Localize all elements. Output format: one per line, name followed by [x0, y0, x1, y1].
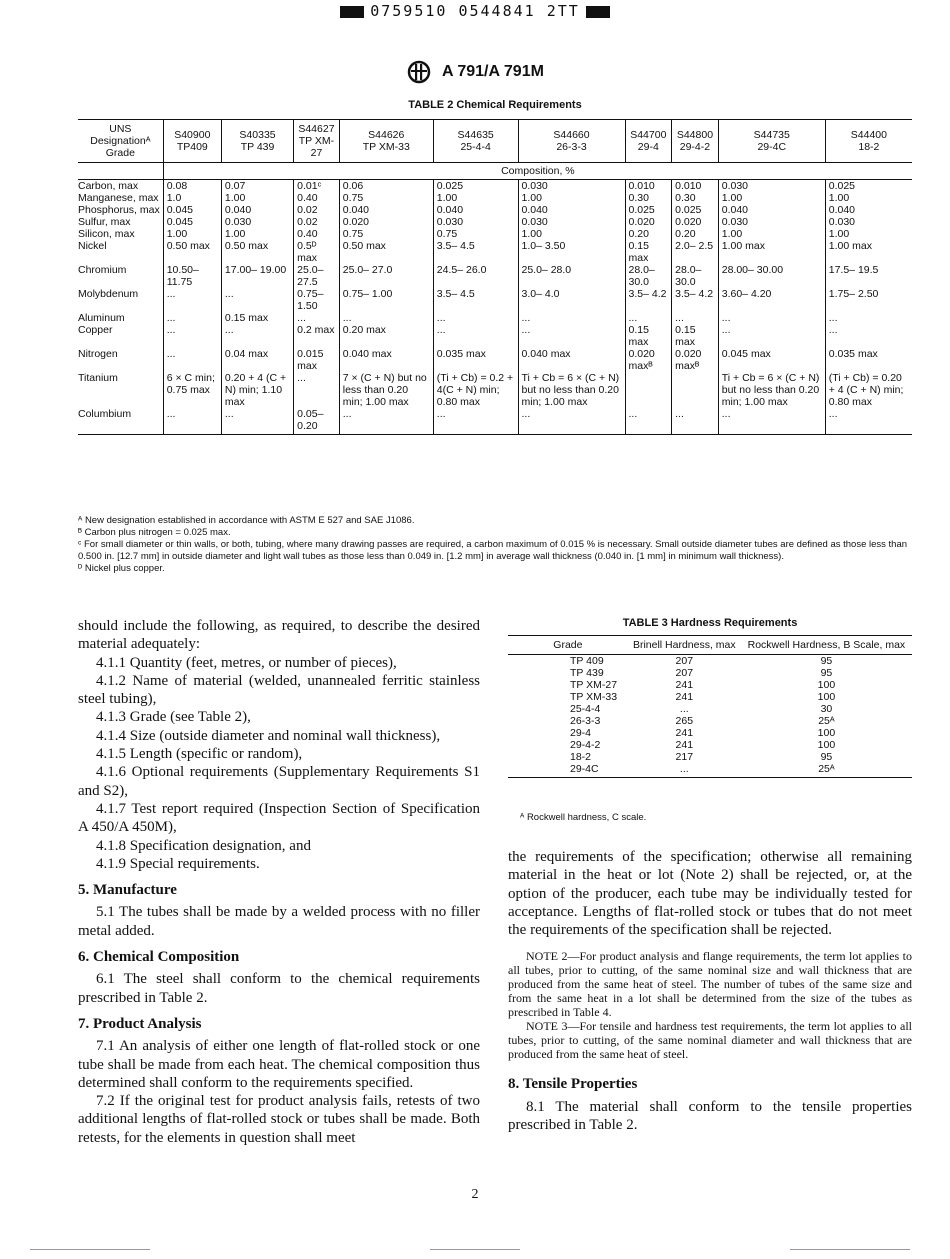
table-row — [78, 312, 912, 324]
value-cell: 0.02 — [294, 204, 340, 216]
value-cell: 25.0– 27.0 — [339, 264, 433, 288]
table-row — [508, 703, 912, 715]
hardness-cell: 29-4C — [508, 763, 628, 778]
value-cell: 0.025 — [825, 180, 912, 193]
hardness-cell: 95 — [820, 667, 833, 679]
hardness-cell: ... — [679, 703, 689, 715]
value-cell: 0.040 — [518, 204, 625, 216]
hardness-header-cell: Rockwell Hardness, B Scale, max — [741, 636, 912, 655]
value-cell: 3.0– 4.0 — [518, 288, 625, 312]
value-cell: 0.15 max — [625, 324, 672, 348]
table-row — [508, 655, 912, 668]
left-column — [78, 617, 480, 1147]
grade-name: 26-3-3 — [556, 141, 587, 153]
value-cell: 0.20 max — [339, 324, 433, 348]
value-cell: 0.020 — [339, 216, 433, 228]
value-cell: 1.00 — [518, 228, 625, 240]
grade-uns: S44700 — [630, 129, 667, 141]
value-cell: 25.0– 27.5 — [294, 264, 340, 288]
hardness-cell: 25ᴬ — [818, 715, 835, 727]
value-cell: 0.030 — [518, 216, 625, 228]
value-cell: ... — [672, 408, 719, 435]
value-cell: ... — [825, 312, 912, 324]
composition-label: Composition, % — [163, 163, 912, 180]
value-cell: ... — [518, 324, 625, 348]
hardness-cell: 100 — [817, 691, 836, 703]
table-row — [508, 679, 912, 691]
value-cell: ... — [625, 312, 672, 324]
paragraph-7-2: 7.2 If the original test for product analysis fails, retests of two additional lengths of flat-rolled stock or tubes shall be made. Both retests, for the elements in question shall meet — [78, 1093, 480, 1146]
table-row — [78, 192, 912, 204]
value-cell: 3.5– 4.5 — [433, 288, 518, 312]
hardness-header-cell: Grade — [508, 636, 628, 655]
grade-uns: S44627 — [298, 123, 335, 135]
right-column — [508, 848, 912, 1134]
grade-uns: S44635 — [457, 129, 494, 141]
element-label: Nickel — [78, 240, 107, 252]
grade-uns: S40900 — [174, 129, 211, 141]
value-cell: 28.0– 30.0 — [625, 264, 672, 288]
value-cell: 1.00 — [518, 192, 625, 204]
value-cell: 0.040 max — [518, 348, 625, 372]
barcode-line — [0, 2, 950, 20]
hardness-cell: 95 — [820, 751, 833, 763]
paragraph-intro: should include the following, as required, to describe the desired material adequately: — [78, 618, 480, 653]
value-cell: 0.030 — [221, 216, 293, 228]
element-label: Phosphorus, max — [78, 204, 160, 216]
value-cell: ... — [163, 312, 221, 324]
table-row — [78, 204, 912, 216]
element-label: Molybdenum — [78, 288, 139, 300]
hardness-cell: 241 — [675, 679, 694, 691]
grade-header-cell — [672, 120, 719, 163]
list-item: 4.1.1 Quantity (feet, metres, or number of pieces), — [96, 654, 397, 671]
value-cell: 28.00– 30.00 — [718, 264, 825, 288]
value-cell: 0.015 max — [294, 348, 340, 372]
value-cell: 0.75 — [433, 228, 518, 240]
value-cell: 1.00 — [718, 192, 825, 204]
value-cell: 0.50 max — [163, 240, 221, 264]
table2-header-row — [78, 120, 912, 163]
hardness-cell: 265 — [675, 715, 694, 727]
hardness-cell: 207 — [675, 655, 694, 667]
list-item: 4.1.7 Test report required (Inspection Section of Specification A 450/A 450M), — [78, 800, 480, 836]
value-cell: 1.75– 2.50 — [825, 288, 912, 312]
value-cell: 24.5– 26.0 — [433, 264, 518, 288]
value-cell: 0.50 max — [339, 240, 433, 264]
barcode-text: 0759510 0544841 2TT — [370, 2, 580, 20]
table-row — [508, 727, 912, 739]
table-row — [78, 324, 912, 348]
value-cell: 0.030 — [518, 180, 625, 193]
grade-header-cell: UNS Designationᴬ Grade — [78, 120, 163, 163]
paragraph-5-1: 5.1 The tubes shall be made by a welded process with no filler metal added. — [78, 904, 480, 939]
table2-title: TABLE 2 Chemical Requirements — [408, 99, 582, 111]
value-cell: (Ti + Cb) = 0.20 + 4 (C + N) min; 0.80 max — [825, 372, 912, 408]
value-cell — [625, 372, 672, 408]
grade-name: TP XM-33 — [362, 141, 410, 153]
value-cell: 0.75– 1.50 — [294, 288, 340, 312]
element-label: Carbon, max — [78, 180, 139, 192]
value-cell: 0.030 — [825, 216, 912, 228]
barcode-block-icon — [340, 6, 364, 18]
hardness-cell: 26-3-3 — [570, 715, 601, 727]
value-cell: 10.50– 11.75 — [163, 264, 221, 288]
value-cell: 0.5ᴰ max — [294, 240, 340, 264]
value-cell: 3.60– 4.20 — [718, 288, 825, 312]
table-row — [508, 739, 912, 751]
hardness-cell: 217 — [675, 751, 694, 763]
value-cell: 17.5– 19.5 — [825, 264, 912, 288]
value-cell: 0.05– 0.20 — [294, 408, 340, 435]
value-cell: ... — [433, 312, 518, 324]
value-cell: 0.045 max — [718, 348, 825, 372]
value-cell: 0.02 — [294, 216, 340, 228]
value-cell: 0.40 — [294, 228, 340, 240]
table3-header-row — [508, 636, 912, 655]
table3-title: TABLE 3 Hardness Requirements — [622, 617, 798, 629]
value-cell: 0.15 max — [672, 324, 719, 348]
hardness-cell: 241 — [675, 739, 694, 751]
value-cell: 0.2 max — [294, 324, 340, 348]
grade-uns: S44400 — [850, 129, 887, 141]
table-row — [78, 228, 912, 240]
value-cell: 0.035 max — [825, 348, 912, 372]
value-cell: ... — [718, 408, 825, 435]
value-cell: 0.030 — [718, 216, 825, 228]
grade-header-cell — [825, 120, 912, 163]
table-row — [78, 348, 912, 372]
value-cell: ... — [518, 408, 625, 435]
list-item: 4.1.3 Grade (see Table 2), — [96, 709, 251, 726]
value-cell: 0.07 — [221, 180, 293, 193]
table-row — [508, 751, 912, 763]
value-cell: 3.5– 4.2 — [625, 288, 672, 312]
ordering-items-list — [78, 654, 480, 874]
value-cell: 0.08 — [163, 180, 221, 193]
value-cell: 0.020 maxᴮ — [672, 348, 719, 372]
list-item: 4.1.5 Length (specific or random), — [96, 746, 303, 763]
value-cell: 0.50 max — [221, 240, 293, 264]
value-cell: 0.30 — [672, 192, 719, 204]
designation-title: A 791/A 791M — [441, 63, 544, 81]
table-row — [78, 288, 912, 312]
value-cell: Ti + Cb = 6 × (C + N) but no less than 0.20 min; 1.00 max — [518, 372, 625, 408]
composition-row — [78, 163, 912, 180]
astm-logo-icon — [406, 60, 432, 84]
paragraph-continued: the requirements of the specification; otherwise all remaining material in the heat or lot (Note 2) shall be rejected, or, at the option of the producer, each tube may be individually tested for acceptance. Lengths of flat-rolled stock or tubes that do not meet the requirements of the specification shall be rejected. — [508, 849, 912, 939]
value-cell: ... — [163, 288, 221, 312]
value-cell: 0.40 — [294, 192, 340, 204]
value-cell: 0.30 — [625, 192, 672, 204]
grade-uns: S44626 — [368, 129, 405, 141]
value-cell: ... — [518, 312, 625, 324]
value-cell: 0.020 — [625, 216, 672, 228]
hardness-cell: TP 439 — [570, 667, 604, 679]
value-cell: 0.040 — [718, 204, 825, 216]
grade-uns: S40335 — [239, 129, 276, 141]
value-cell: 1.00 max — [825, 240, 912, 264]
table-row — [508, 691, 912, 703]
value-cell: 0.20 — [672, 228, 719, 240]
value-cell: 1.00 — [221, 228, 293, 240]
value-cell: 0.045 — [163, 216, 221, 228]
value-cell: ... — [294, 372, 340, 408]
element-label: Columbium — [78, 408, 163, 435]
value-cell: 0.04 max — [221, 348, 293, 372]
value-cell: ... — [221, 324, 293, 348]
hardness-cell: TP 409 — [570, 655, 604, 667]
value-cell: 3.5– 4.2 — [672, 288, 719, 312]
value-cell: 1.00 — [221, 192, 293, 204]
table-row — [78, 408, 912, 435]
element-label: Titanium — [78, 372, 118, 384]
hardness-cell: 29-4-2 — [570, 739, 601, 751]
hardness-requirements-table — [508, 635, 912, 778]
value-cell: ... — [825, 408, 912, 435]
grade-header-cell — [718, 120, 825, 163]
paragraph-7-1: 7.1 An analysis of either one length of flat-rolled stock or one tube shall be made from each heat. The chemical composition thus determined shall conform to the requirements specified. — [78, 1038, 480, 1091]
table-row — [78, 372, 912, 408]
chemical-requirements-table — [78, 119, 912, 435]
hardness-cell: 95 — [820, 655, 833, 667]
value-cell: 0.025 — [433, 180, 518, 193]
value-cell — [672, 372, 719, 408]
hardness-cell: 30 — [820, 703, 833, 715]
value-cell: 0.01ᶜ — [294, 180, 340, 193]
grade-header-cell — [433, 120, 518, 163]
list-item: 4.1.9 Special requirements. — [96, 855, 260, 872]
value-cell: 1.0– 3.50 — [518, 240, 625, 264]
value-cell: ... — [221, 288, 293, 312]
value-cell: ... — [339, 312, 433, 324]
value-cell: ... — [433, 324, 518, 348]
value-cell: 0.045 — [163, 204, 221, 216]
value-cell: ... — [163, 348, 221, 372]
value-cell: ... — [672, 312, 719, 324]
note-2: NOTE 2—For product analysis and flange requirements, the term lot applies to all tubes, prior to cutting, of the same nominal size and wall thickness that are produced from the same heat of steel. The number of tubes of the same size and from the same heat in a lot shall be determined from the size of the tubes as prescribed in Table 4. — [508, 949, 912, 1020]
table-row — [508, 715, 912, 727]
hardness-cell: 29-4 — [570, 727, 592, 739]
value-cell: 1.00 — [825, 228, 912, 240]
value-cell: 3.5– 4.5 — [433, 240, 518, 264]
hardness-cell: 207 — [675, 667, 694, 679]
grade-name: TP XM-27 — [298, 135, 335, 159]
value-cell: 0.020 maxᴮ — [625, 348, 672, 372]
list-item: 4.1.6 Optional requirements (Supplementary Requirements S1 and S2), — [78, 764, 480, 799]
table-row — [508, 763, 912, 778]
section-8-title: 8. Tensile Properties — [508, 1076, 638, 1093]
value-cell: 1.00 — [433, 192, 518, 204]
value-cell: ... — [294, 312, 340, 324]
value-cell: ... — [718, 324, 825, 348]
footnote: ᴰ Nickel plus copper. — [78, 563, 165, 574]
value-cell: 0.15 max — [221, 312, 293, 324]
grade-name: 29-4C — [757, 141, 787, 153]
grade-header-cell — [221, 120, 293, 163]
list-item: 4.1.4 Size (outside diameter and nominal wall thickness), — [96, 727, 441, 744]
hardness-cell: 18-2 — [570, 751, 592, 763]
value-cell: 6 × C min; 0.75 max — [163, 372, 221, 408]
grade-header-cell — [294, 120, 340, 163]
hardness-cell: 25ᴬ — [741, 763, 912, 778]
element-label: Chromium — [78, 264, 127, 276]
grade-header-cell — [625, 120, 672, 163]
note-3: NOTE 3—For tensile and hardness test requirements, the term lot applies to all tubes, prior to cutting, of the same nominal diameter and wall thickness that are produced from the same heat of steel. — [508, 1019, 912, 1062]
value-cell: 0.06 — [339, 180, 433, 193]
value-cell: ... — [718, 312, 825, 324]
value-cell: ... — [339, 408, 433, 435]
value-cell: 2.0– 2.5 — [672, 240, 719, 264]
section-6-title: 6. Chemical Composition — [78, 949, 240, 966]
value-cell: 17.00– 19.00 — [221, 264, 293, 288]
grade-name: 18-2 — [858, 141, 880, 153]
grade-uns: S44800 — [676, 129, 714, 141]
value-cell: 1.00 max — [718, 240, 825, 264]
list-item: 4.1.2 Name of material (welded, unannealed ferritic stainless steel tubing), — [78, 672, 480, 708]
grade-header-cell — [339, 120, 433, 163]
value-cell: 0.75– 1.00 — [339, 288, 433, 312]
table-row — [78, 216, 912, 228]
grade-header-cell — [163, 120, 221, 163]
footer-rule — [430, 1249, 520, 1250]
hardness-header-cell: Brinell Hardness, max — [628, 636, 741, 655]
element-label: Copper — [78, 324, 113, 336]
element-label: Manganese, max — [78, 192, 159, 204]
value-cell: (Ti + Cb) = 0.2 + 4(C + N) min; 0.80 max — [433, 372, 518, 408]
hardness-cell: 241 — [675, 691, 694, 703]
value-cell: 1.00 — [718, 228, 825, 240]
barcode-block-icon — [586, 6, 610, 18]
value-cell: 0.20 — [625, 228, 672, 240]
hardness-cell: 100 — [817, 727, 836, 739]
hardness-cell: TP XM-33 — [570, 691, 618, 703]
value-cell: 0.15 max — [625, 240, 672, 264]
value-cell: 0.040 max — [339, 348, 433, 372]
grade-name: 29-4-2 — [679, 141, 711, 153]
table-row — [78, 180, 912, 193]
paragraph-8-1: 8.1 The material shall conform to the tensile properties prescribed in Table 2. — [508, 1098, 912, 1134]
composition-spacer — [78, 163, 163, 180]
page-header — [0, 60, 950, 84]
value-cell: ... — [221, 408, 293, 435]
value-cell: Ti + Cb = 6 × (C + N) but no less than 0.20 min; 1.00 max — [718, 372, 825, 408]
section-7-title: 7. Product Analysis — [78, 1015, 202, 1032]
grade-name: 25-4-4 — [460, 141, 491, 153]
footer-rule — [30, 1249, 150, 1250]
element-label: Aluminum — [78, 312, 125, 324]
grade-uns: S44735 — [753, 129, 790, 141]
grade-uns: S44660 — [553, 129, 590, 141]
grade-name: 29-4 — [637, 141, 659, 153]
value-cell: ... — [163, 324, 221, 348]
table-row — [508, 667, 912, 679]
element-label: Sulfur, max — [78, 216, 131, 228]
hardness-cell: 100 — [817, 679, 836, 691]
value-cell: ... — [163, 408, 221, 435]
value-cell: 0.010 — [672, 180, 719, 193]
value-cell: 0.020 — [672, 216, 719, 228]
hardness-cell: ... — [628, 763, 741, 778]
value-cell: 0.040 — [339, 204, 433, 216]
table3-footnote: ᴬ Rockwell hardness, C scale. — [520, 812, 647, 823]
section-5-title: 5. Manufacture — [78, 882, 177, 899]
value-cell: 0.025 — [625, 204, 672, 216]
footnote: ᴬ New designation established in accordance with ASTM E 527 and SAE J1086. — [78, 515, 415, 526]
value-cell: 0.75 — [339, 192, 433, 204]
value-cell: 1.00 — [163, 228, 221, 240]
value-cell: ... — [433, 408, 518, 435]
element-label: Nitrogen — [78, 348, 118, 360]
value-cell: 0.040 — [433, 204, 518, 216]
table-row — [78, 240, 912, 264]
element-label: Silicon, max — [78, 228, 135, 240]
value-cell: 0.75 — [339, 228, 433, 240]
value-cell: 0.030 — [718, 180, 825, 193]
value-cell: 0.010 — [625, 180, 672, 193]
grade-name: TP 439 — [240, 141, 275, 153]
value-cell: 0.035 max — [433, 348, 518, 372]
value-cell: 7 × (C + N) but no less than 0.20 min; 1.00 max — [339, 372, 433, 408]
grade-header-cell — [518, 120, 625, 163]
footnote: ᶜ For small diameter or thin walls, or both, tubing, where many drawing passes are required, a carbon maximum of 0.015 % is necessary. Small outside diameter tubes are defined as those less than 0.500 in. [12.7 mm] in outside diameter and light wall tubes as those less than 0.049 in. [1.2 mm] in average wall thickness (0.040 in. [1 mm] in minimum wall thickness). — [78, 539, 908, 562]
hardness-cell: TP XM-27 — [570, 679, 618, 691]
hardness-cell: 241 — [675, 727, 694, 739]
footnote: ᴮ Carbon plus nitrogen = 0.025 max. — [78, 527, 231, 538]
grade-name: TP409 — [176, 141, 208, 153]
value-cell: 1.00 — [825, 192, 912, 204]
value-cell: 25.0– 28.0 — [518, 264, 625, 288]
table2-footnotes — [78, 515, 912, 575]
page-number: 2 — [471, 1187, 479, 1202]
value-cell: 0.040 — [825, 204, 912, 216]
value-cell: 0.040 — [221, 204, 293, 216]
footer-rule — [790, 1249, 910, 1250]
value-cell: 0.030 — [433, 216, 518, 228]
value-cell: ... — [825, 324, 912, 348]
list-item: 4.1.8 Specification designation, and — [96, 837, 311, 854]
value-cell: ... — [625, 408, 672, 435]
value-cell: 0.025 — [672, 204, 719, 216]
value-cell: 28.0– 30.0 — [672, 264, 719, 288]
hardness-cell: 25-4-4 — [570, 703, 601, 715]
paragraph-6-1: 6.1 The steel shall conform to the chemical requirements prescribed in Table 2. — [78, 971, 480, 1006]
value-cell: 0.20 + 4 (C + N) min; 1.10 max — [221, 372, 293, 408]
table-row — [78, 264, 912, 288]
value-cell: 1.0 — [163, 192, 221, 204]
hardness-cell: 100 — [817, 739, 836, 751]
